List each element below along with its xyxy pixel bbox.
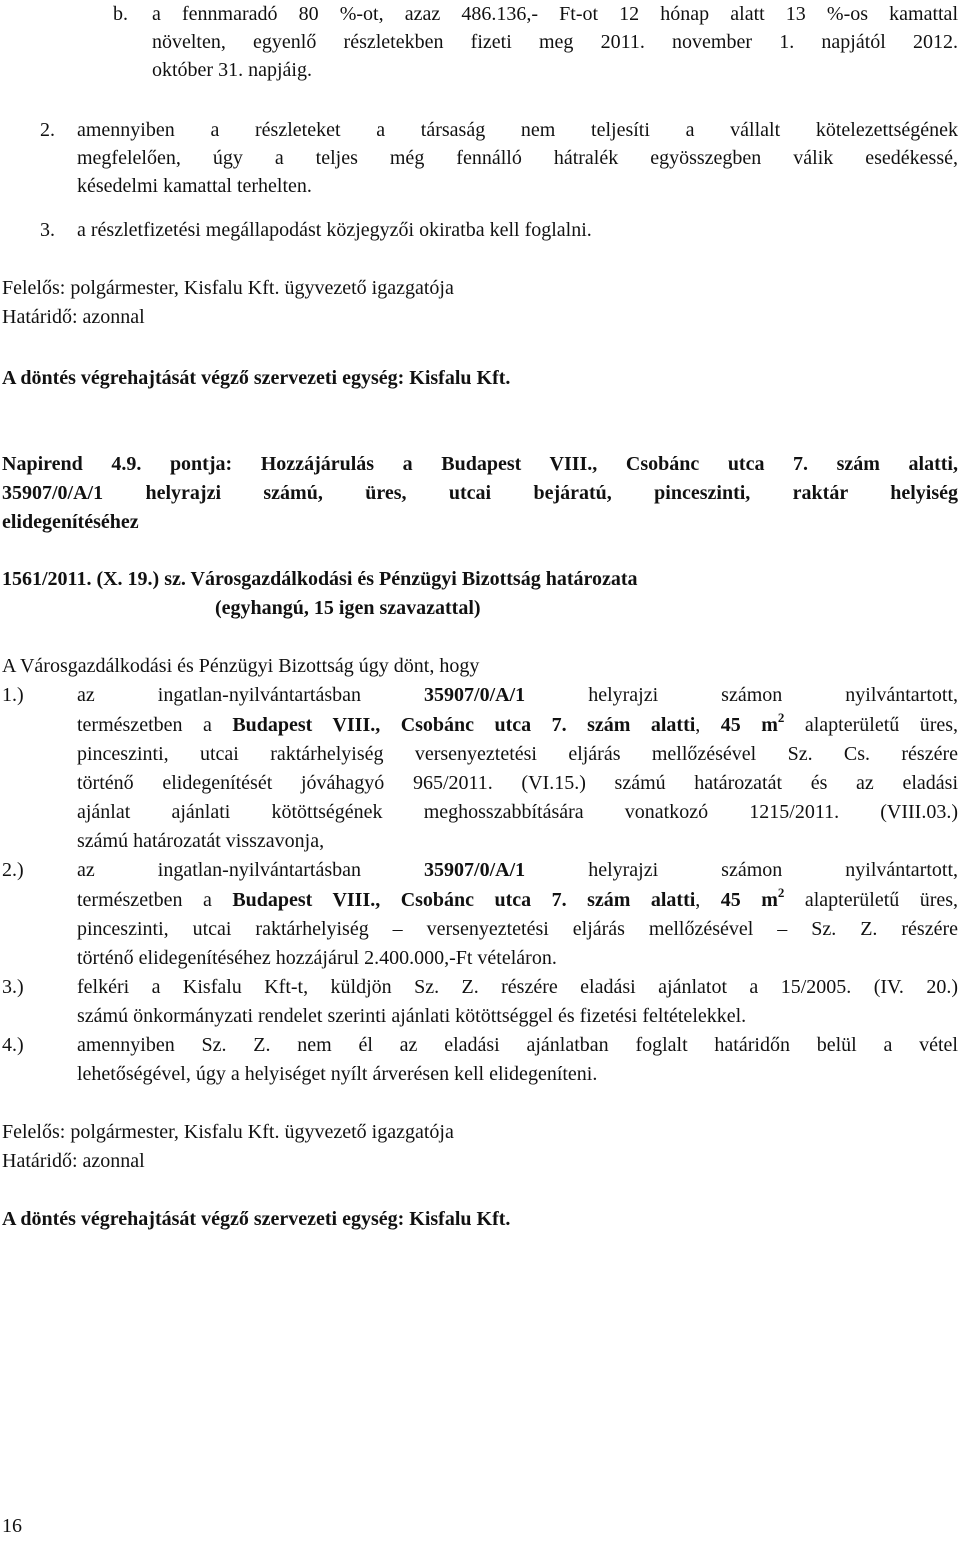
item-1-line-4: történő elidegenítését jóváhagyó 965/2011. (VI.15.) számú határozatát és az eladási (77, 772, 958, 794)
item-3-line-1: felkéri a Kisfalu Kft-t, küldjön Sz. Z. részére eladási ajánlatot a 15/2005. (IV. 20.) (77, 976, 958, 998)
item-2-line-4: történő elidegenítéséhez hozzájárul 2.400.000,-Ft vételáron. (77, 947, 557, 969)
list-marker-3: 3. (40, 219, 55, 241)
list-marker-2: 2. (40, 119, 55, 141)
agenda-title-line-2: 35907/0/A/1 helyrajzi számú, üres, utcai bejáratú, pinceszinti, raktár helyiség (2, 482, 958, 504)
item-1-line-3: pinceszinti, utcai raktárhelyiség versenyeztetési eljárás mellőzésével Sz. Cs. részére (77, 743, 958, 765)
item-4-line-2: lehetőségével, úgy a helyiséget nyílt árverésen kell elidegeníteni. (77, 1063, 598, 1085)
item-1-line-1: az ingatlan-nyilvántartásban 35907/0/A/1 helyrajzi számon nyilvántartott, (77, 684, 958, 706)
resolution-deadline-line: Határidő: azonnal (2, 1150, 145, 1172)
page-number: 16 (2, 1515, 22, 1537)
deadline-line: Határidő: azonnal (2, 306, 145, 328)
item-1-line-5: ajánlat ajánlati kötöttségének meghosszabbítására vonatkozó 1215/2011. (VIII.03.) (77, 801, 958, 823)
paragraph-b-line-2: növelten, egyenlő részletekben fizeti meg 2011. november 1. napjától 2012. (152, 31, 958, 53)
resolution-number: 1561/2011. (X. 19.) sz. Városgazdálkodási és Pénzügyi Bizottság határozata (2, 568, 638, 590)
paragraph-b-line-1: a fennmaradó 80 %-ot, azaz 486.136,- Ft-ot 12 hónap alatt 13 %-os kamattal (152, 3, 958, 25)
resolution-intro: A Városgazdálkodási és Pénzügyi Bizottság úgy dönt, hogy (2, 655, 480, 677)
executing-unit-line: A döntés végrehajtását végző szervezeti egység: Kisfalu Kft. (2, 367, 511, 389)
item-2-line-1: az ingatlan-nyilvántartásban 35907/0/A/1 helyrajzi számon nyilvántartott, (77, 859, 958, 881)
resolution-executing-unit-line: A döntés végrehajtását végző szervezeti egység: Kisfalu Kft. (2, 1208, 511, 1230)
item-1-number: 1.) (2, 684, 24, 706)
paragraph-b-line-3: október 31. napjáig. (152, 59, 312, 81)
item-1-line-6: számú határozatát visszavonja, (77, 830, 325, 852)
item-2-line-2: természetben a Budapest VIII., Csobánc utca 7. szám alatti, 45 $m^2$ alapterületű üres, (77, 888, 958, 911)
item-2-number: 2.) (2, 859, 24, 881)
paragraph-2-line-2: megfelelően, úgy a teljes még fennálló hátralék egyösszegben válik esedékessé, (77, 147, 958, 169)
item-4-number: 4.) (2, 1034, 24, 1056)
agenda-title-line-3: elidegenítéséhez (2, 511, 139, 533)
item-2-line-3: pinceszinti, utcai raktárhelyiség – versenyeztetési eljárás mellőzésével – Sz. Z. részére (77, 918, 958, 940)
resolution-vote: (egyhangú, 15 igen szavazattal) (215, 597, 481, 619)
paragraph-3-text: a részletfizetési megállapodást közjegyzői okiratba kell foglalni. (77, 219, 592, 241)
item-1-line-2: természetben a Budapest VIII., Csobánc utca 7. szám alatti, 45 $m^2$ alapterületű üres, (77, 713, 958, 736)
item-3-number: 3.) (2, 976, 24, 998)
agenda-title-line-1: Napirend 4.9. pontja: Hozzájárulás a Budapest VIII., Csobánc utca 7. szám alatti, (2, 453, 958, 475)
resolution-responsible-line: Felelős: polgármester, Kisfalu Kft. ügyvezető igazgatója (2, 1121, 454, 1143)
item-4-line-1: amennyiben Sz. Z. nem él az eladási ajánlatban foglalt határidőn belül a vétel (77, 1034, 958, 1056)
list-marker-b: b. (113, 3, 128, 25)
paragraph-2-line-3: késedelmi kamattal terhelten. (77, 175, 312, 197)
paragraph-2-line-1: amennyiben a részleteket a társaság nem teljesíti a vállalt kötelezettségének (77, 119, 958, 141)
responsible-line: Felelős: polgármester, Kisfalu Kft. ügyvezető igazgatója (2, 277, 454, 299)
item-3-line-2: számú önkormányzati rendelet szerinti ajánlati kötöttséggel és fizetési feltételekkel. (77, 1005, 747, 1027)
